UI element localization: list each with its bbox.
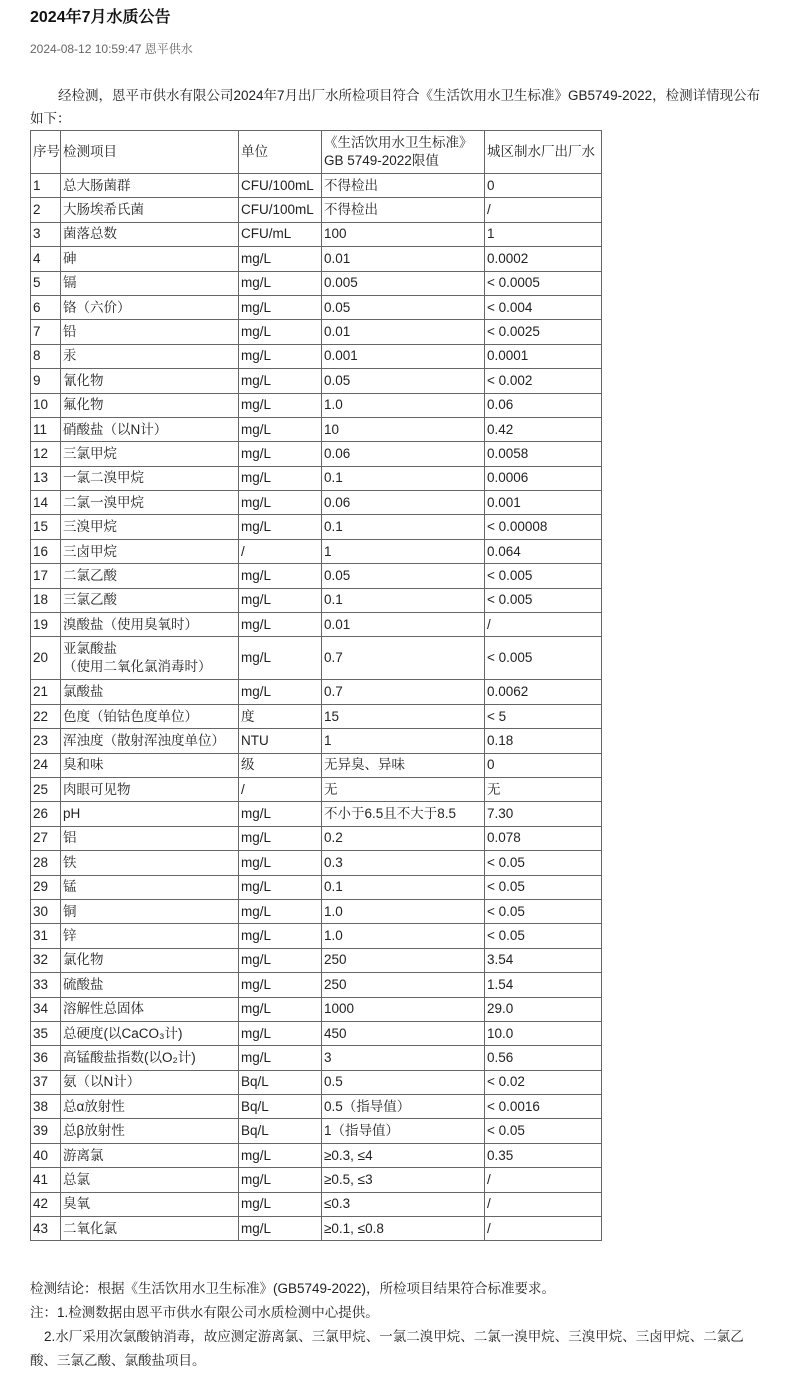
table-row: [31, 851, 602, 875]
table-row: [31, 1095, 602, 1119]
cell-no: 42: [31, 1192, 61, 1216]
table-row: [31, 295, 602, 319]
cell-item: 溶解性总固体: [61, 997, 239, 1021]
cell-unit: mg/L: [239, 924, 322, 948]
cell-item: 铁: [61, 851, 239, 875]
cell-item: 三卤甲烷: [61, 539, 239, 563]
cell-item: 硫酸盐: [61, 973, 239, 997]
cell-result: 3.54: [485, 948, 602, 972]
cell-no: 1: [31, 174, 61, 198]
cell-result: < 0.004: [485, 295, 602, 319]
table-row: [31, 826, 602, 850]
cell-limit: 0.005: [322, 271, 485, 295]
cell-no: 32: [31, 948, 61, 972]
cell-limit: 0.1: [322, 588, 485, 612]
cell-item: 总大肠菌群: [61, 174, 239, 198]
cell-item: 一氯二溴甲烷: [61, 466, 239, 490]
cell-no: 16: [31, 539, 61, 563]
cell-item: 总硬度(以CaCO₃计): [61, 1021, 239, 1045]
table-row: [31, 973, 602, 997]
cell-no: 23: [31, 729, 61, 753]
table-row: [31, 704, 602, 728]
cell-limit: 0.01: [322, 320, 485, 344]
article-source: 恩平供水: [144, 42, 193, 56]
table-row: [31, 875, 602, 899]
cell-no: 7: [31, 320, 61, 344]
cell-unit: mg/L: [239, 295, 322, 319]
cell-result: < 0.05: [485, 1119, 602, 1143]
cell-no: 41: [31, 1168, 61, 1192]
cell-result: 0.18: [485, 729, 602, 753]
cell-no: 29: [31, 875, 61, 899]
cell-unit: Bq/L: [239, 1070, 322, 1094]
article-datetime: 2024-08-12 10:59:47: [30, 42, 142, 56]
conclusion-text: 检测结论：根据《生活饮用水卫生标准》(GB5749-2022)，所检项目结果符合标准要求。: [30, 1281, 556, 1296]
cell-limit: 3: [322, 1046, 485, 1070]
table-row: [31, 564, 602, 588]
cell-unit: mg/L: [239, 320, 322, 344]
cell-no: 33: [31, 973, 61, 997]
cell-result: 0.0002: [485, 247, 602, 271]
cell-limit: 0.1: [322, 875, 485, 899]
cell-result: /: [485, 613, 602, 637]
cell-item: 色度（铂钴色度单位）: [61, 704, 239, 728]
cell-result: 0.078: [485, 826, 602, 850]
cell-unit: mg/L: [239, 1021, 322, 1045]
cell-item: 锌: [61, 924, 239, 948]
cell-unit: mg/L: [239, 802, 322, 826]
cell-unit: mg/L: [239, 637, 322, 680]
cell-unit: mg/L: [239, 997, 322, 1021]
cell-limit: 不小于6.5且不大于8.5: [322, 802, 485, 826]
cell-item: 臭氧: [61, 1192, 239, 1216]
table-row: [31, 222, 602, 246]
cell-unit: CFU/mL: [239, 222, 322, 246]
cell-item: 铅: [61, 320, 239, 344]
cell-item: 肉眼可见物: [61, 777, 239, 801]
cell-limit: 0.1: [322, 515, 485, 539]
cell-limit: 0.1: [322, 466, 485, 490]
cell-limit: 1（指导值）: [322, 1119, 485, 1143]
cell-unit: mg/L: [239, 948, 322, 972]
cell-item: 砷: [61, 247, 239, 271]
cell-result: /: [485, 1192, 602, 1216]
cell-no: 27: [31, 826, 61, 850]
cell-unit: 级: [239, 753, 322, 777]
cell-unit: mg/L: [239, 973, 322, 997]
cell-limit: 0.7: [322, 680, 485, 704]
article-meta: [30, 40, 193, 57]
cell-no: 9: [31, 369, 61, 393]
cell-unit: mg/L: [239, 1217, 322, 1241]
cell-limit: 450: [322, 1021, 485, 1045]
cell-unit: mg/L: [239, 515, 322, 539]
cell-no: 4: [31, 247, 61, 271]
cell-unit: mg/L: [239, 247, 322, 271]
cell-no: 40: [31, 1143, 61, 1167]
table-row: [31, 997, 602, 1021]
cell-unit: Bq/L: [239, 1095, 322, 1119]
cell-result: 0.0006: [485, 466, 602, 490]
cell-no: 3: [31, 222, 61, 246]
cell-no: 13: [31, 466, 61, 490]
cell-no: 19: [31, 613, 61, 637]
cell-no: 8: [31, 344, 61, 368]
cell-limit: 250: [322, 973, 485, 997]
cell-no: 5: [31, 271, 61, 295]
cell-no: 38: [31, 1095, 61, 1119]
cell-no: 11: [31, 417, 61, 441]
cell-unit: mg/L: [239, 417, 322, 441]
cell-result: 0.001: [485, 491, 602, 515]
water-quality-table: [30, 130, 602, 1241]
cell-result: 10.0: [485, 1021, 602, 1045]
cell-result: < 0.0025: [485, 320, 602, 344]
cell-no: 28: [31, 851, 61, 875]
cell-item: 硝酸盐（以N计）: [61, 417, 239, 441]
cell-result: 0: [485, 753, 602, 777]
cell-unit: mg/L: [239, 680, 322, 704]
table-row: [31, 515, 602, 539]
cell-item: 铝: [61, 826, 239, 850]
article-title: 2024年7月水质公告: [30, 9, 171, 26]
cell-limit: 15: [322, 704, 485, 728]
article-footer: [30, 1277, 770, 1373]
cell-no: 18: [31, 588, 61, 612]
cell-item: 氨（以N计）: [61, 1070, 239, 1094]
cell-limit: 0.001: [322, 344, 485, 368]
table-row: [31, 588, 602, 612]
cell-result: 0: [485, 174, 602, 198]
cell-item: 铬（六价）: [61, 295, 239, 319]
header-no: 序号: [31, 131, 61, 174]
cell-result: /: [485, 1217, 602, 1241]
table-row: [31, 637, 602, 680]
cell-limit: 0.06: [322, 442, 485, 466]
cell-result: < 5: [485, 704, 602, 728]
cell-unit: mg/L: [239, 1168, 322, 1192]
cell-item: 二氯一溴甲烷: [61, 491, 239, 515]
cell-result: 0.42: [485, 417, 602, 441]
cell-limit: 1.0: [322, 393, 485, 417]
cell-result: 0.35: [485, 1143, 602, 1167]
cell-no: 31: [31, 924, 61, 948]
cell-no: 2: [31, 198, 61, 222]
cell-unit: NTU: [239, 729, 322, 753]
cell-result: /: [485, 198, 602, 222]
cell-no: 6: [31, 295, 61, 319]
cell-unit: mg/L: [239, 344, 322, 368]
cell-no: 20: [31, 637, 61, 680]
cell-result: /: [485, 1168, 602, 1192]
cell-limit: 无异臭、异味: [322, 753, 485, 777]
cell-no: 34: [31, 997, 61, 1021]
cell-limit: 0.05: [322, 564, 485, 588]
cell-item: 臭和味: [61, 753, 239, 777]
cell-unit: /: [239, 539, 322, 563]
table-row: [31, 539, 602, 563]
note-1: 注：1.检测数据由恩平市供水有限公司水质检测中心提供。: [30, 1305, 379, 1320]
cell-unit: CFU/100mL: [239, 198, 322, 222]
cell-unit: Bq/L: [239, 1119, 322, 1143]
cell-result: < 0.002: [485, 369, 602, 393]
header-item: 检测项目: [61, 131, 239, 174]
cell-item: 氯化物: [61, 948, 239, 972]
table-row: [31, 174, 602, 198]
cell-limit: ≥0.1, ≤0.8: [322, 1217, 485, 1241]
cell-unit: mg/L: [239, 271, 322, 295]
cell-no: 22: [31, 704, 61, 728]
cell-unit: mg/L: [239, 1046, 322, 1070]
cell-result: 0.0058: [485, 442, 602, 466]
cell-no: 35: [31, 1021, 61, 1045]
cell-limit: 0.5: [322, 1070, 485, 1094]
cell-item: 三溴甲烷: [61, 515, 239, 539]
table-row: [31, 753, 602, 777]
cell-item: 锰: [61, 875, 239, 899]
cell-result: < 0.0016: [485, 1095, 602, 1119]
cell-result: < 0.02: [485, 1070, 602, 1094]
note-2: 2.水厂采用次氯酸钠消毒，故应测定游离氯、三氯甲烷、一氯二溴甲烷、二氯一溴甲烷、三溴甲烷、三卤甲烷、二氯乙酸、三氯乙酸、氯酸盐项目。: [30, 1329, 744, 1368]
cell-result: 1: [485, 222, 602, 246]
cell-result: < 0.005: [485, 564, 602, 588]
table-row: [31, 1192, 602, 1216]
table-row: [31, 777, 602, 801]
cell-result: < 0.05: [485, 924, 602, 948]
cell-limit: 0.01: [322, 613, 485, 637]
cell-result: 0.56: [485, 1046, 602, 1070]
table-row: [31, 1021, 602, 1045]
header-limit-line1: 《生活饮用水卫生标准》: [324, 135, 473, 150]
cell-limit: ≥0.5, ≤3: [322, 1168, 485, 1192]
cell-result: < 0.00008: [485, 515, 602, 539]
cell-limit: 1: [322, 539, 485, 563]
cell-unit: mg/L: [239, 851, 322, 875]
cell-unit: mg/L: [239, 442, 322, 466]
cell-unit: mg/L: [239, 875, 322, 899]
cell-unit: mg/L: [239, 613, 322, 637]
cell-item: 汞: [61, 344, 239, 368]
cell-result: 0.0001: [485, 344, 602, 368]
cell-result: < 0.005: [485, 588, 602, 612]
table-row: [31, 613, 602, 637]
table-row: [31, 802, 602, 826]
cell-unit: mg/L: [239, 588, 322, 612]
cell-unit: 度: [239, 704, 322, 728]
cell-result: 29.0: [485, 997, 602, 1021]
cell-no: 14: [31, 491, 61, 515]
cell-result: 0.064: [485, 539, 602, 563]
cell-no: 30: [31, 899, 61, 923]
cell-limit: 0.05: [322, 369, 485, 393]
cell-unit: mg/L: [239, 466, 322, 490]
cell-limit: 不得检出: [322, 198, 485, 222]
cell-unit: CFU/100mL: [239, 174, 322, 198]
cell-unit: mg/L: [239, 899, 322, 923]
cell-limit: 10: [322, 417, 485, 441]
cell-limit: 0.2: [322, 826, 485, 850]
table-row: [31, 393, 602, 417]
table-row: [31, 247, 602, 271]
cell-item: 高锰酸盐指数(以O₂计): [61, 1046, 239, 1070]
cell-no: 10: [31, 393, 61, 417]
cell-item: 总α放射性: [61, 1095, 239, 1119]
header-limit-line2: GB 5749-2022限值: [324, 153, 439, 168]
cell-limit: 0.01: [322, 247, 485, 271]
cell-limit: ≤0.3: [322, 1192, 485, 1216]
cell-limit: 0.5（指导值）: [322, 1095, 485, 1119]
table-row: [31, 1168, 602, 1192]
table-row: [31, 948, 602, 972]
header-limit: [322, 131, 485, 174]
cell-result: < 0.005: [485, 637, 602, 680]
cell-result: 7.30: [485, 802, 602, 826]
cell-unit: mg/L: [239, 491, 322, 515]
table-row: [31, 924, 602, 948]
cell-no: 37: [31, 1070, 61, 1094]
cell-limit: 0.05: [322, 295, 485, 319]
cell-item: 总氯: [61, 1168, 239, 1192]
cell-no: 36: [31, 1046, 61, 1070]
cell-item: 三氯甲烷: [61, 442, 239, 466]
table-row: [31, 1217, 602, 1241]
table-row: [31, 1143, 602, 1167]
table-row: [31, 466, 602, 490]
table-row: [31, 1070, 602, 1094]
cell-result: < 0.05: [485, 899, 602, 923]
cell-item: 游离氯: [61, 1143, 239, 1167]
cell-unit: mg/L: [239, 393, 322, 417]
cell-limit: 1.0: [322, 924, 485, 948]
table-row: [31, 369, 602, 393]
cell-result: 0.0062: [485, 680, 602, 704]
table-header-row: [31, 131, 602, 174]
table-row: [31, 491, 602, 515]
cell-no: 26: [31, 802, 61, 826]
cell-no: 39: [31, 1119, 61, 1143]
cell-unit: mg/L: [239, 1143, 322, 1167]
cell-item: 三氯乙酸: [61, 588, 239, 612]
table-row: [31, 729, 602, 753]
header-unit: 单位: [239, 131, 322, 174]
cell-item: 二氯乙酸: [61, 564, 239, 588]
cell-limit: ≥0.3, ≤4: [322, 1143, 485, 1167]
cell-item: 菌落总数: [61, 222, 239, 246]
cell-result: < 0.05: [485, 851, 602, 875]
cell-limit: 0.3: [322, 851, 485, 875]
cell-result: < 0.05: [485, 875, 602, 899]
cell-unit: mg/L: [239, 564, 322, 588]
cell-no: 12: [31, 442, 61, 466]
table-row: [31, 271, 602, 295]
article-intro: 经检测，恩平市供水有限公司2024年7月出厂水所检项目符合《生活饮用水卫生标准》GB5749-2022，检测详情现公布如下：: [30, 88, 761, 126]
cell-no: 15: [31, 515, 61, 539]
cell-limit: 0.06: [322, 491, 485, 515]
cell-unit: mg/L: [239, 1192, 322, 1216]
table-row: [31, 442, 602, 466]
cell-limit: 不得检出: [322, 174, 485, 198]
cell-unit: mg/L: [239, 826, 322, 850]
cell-item: 氯酸盐: [61, 680, 239, 704]
cell-no: 21: [31, 680, 61, 704]
cell-result: < 0.0005: [485, 271, 602, 295]
cell-no: 24: [31, 753, 61, 777]
table-row: [31, 680, 602, 704]
cell-no: 17: [31, 564, 61, 588]
cell-item: 铜: [61, 899, 239, 923]
cell-item: 大肠埃希氏菌: [61, 198, 239, 222]
cell-limit: 250: [322, 948, 485, 972]
cell-item: 浑浊度（散射浑浊度单位）: [61, 729, 239, 753]
cell-limit: 1: [322, 729, 485, 753]
table-row: [31, 1046, 602, 1070]
table-row: [31, 899, 602, 923]
table-row: [31, 320, 602, 344]
cell-limit: 0.7: [322, 637, 485, 680]
cell-item: 溴酸盐（使用臭氧时）: [61, 613, 239, 637]
cell-item: 二氧化氯: [61, 1217, 239, 1241]
cell-limit: 100: [322, 222, 485, 246]
header-result: 城区制水厂出厂水: [485, 131, 602, 174]
cell-item: 亚氯酸盐 （使用二氧化氯消毒时）: [61, 637, 239, 680]
table-row: [31, 344, 602, 368]
cell-unit: /: [239, 777, 322, 801]
cell-item: 氟化物: [61, 393, 239, 417]
table-row: [31, 417, 602, 441]
cell-result: 1.54: [485, 973, 602, 997]
cell-result: 0.06: [485, 393, 602, 417]
cell-limit: 1000: [322, 997, 485, 1021]
cell-limit: 无: [322, 777, 485, 801]
table-row: [31, 198, 602, 222]
cell-no: 25: [31, 777, 61, 801]
cell-no: 43: [31, 1217, 61, 1241]
cell-unit: mg/L: [239, 369, 322, 393]
cell-item: pH: [61, 802, 239, 826]
cell-item: 总β放射性: [61, 1119, 239, 1143]
cell-limit: 1.0: [322, 899, 485, 923]
cell-item: 镉: [61, 271, 239, 295]
table-row: [31, 1119, 602, 1143]
cell-item: 氰化物: [61, 369, 239, 393]
cell-result: 无: [485, 777, 602, 801]
